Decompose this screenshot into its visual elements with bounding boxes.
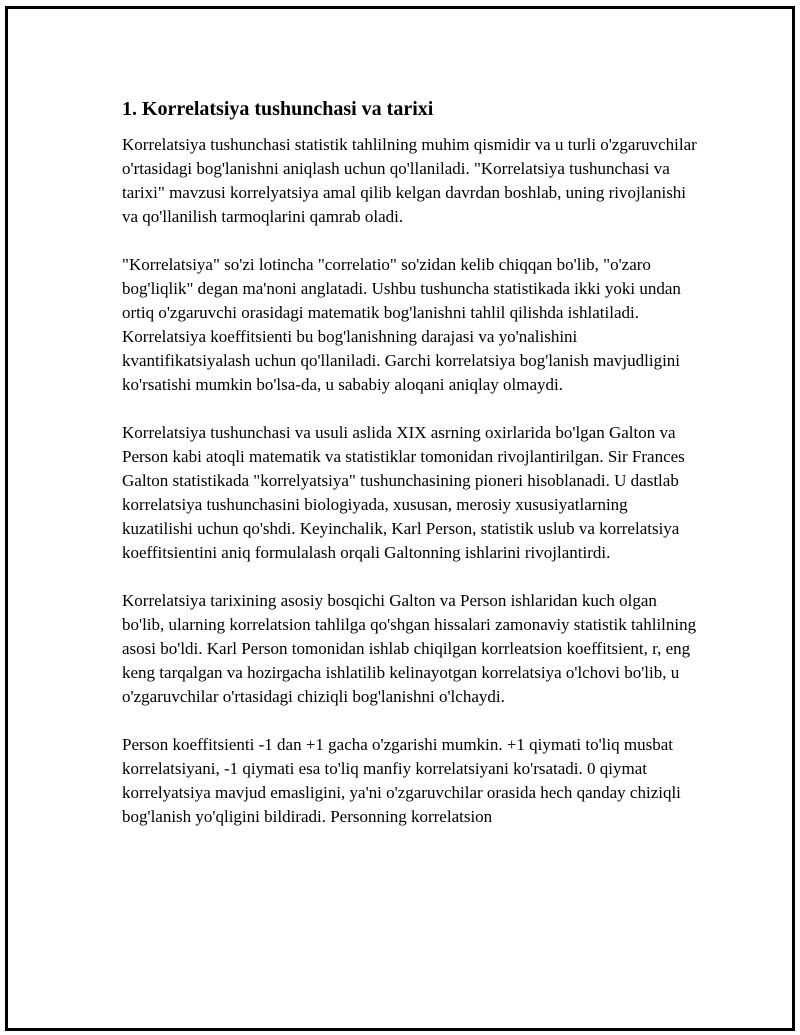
section-heading: 1. Korrelatsiya tushunchasi va tarixi [122, 98, 434, 120]
document-page [5, 6, 795, 1031]
paragraph: Korrelatsiya tushunchasi va usuli aslida XIX asrning oxirlarida bo'lgan Galton va Person kabi atoqli matematik va statistiklar tomonidan rivojlantirilgan. Sir Frances Galton statistikada "korrelyatsiya" tushunchasining pioneri hisoblanadi. U dastlab korrelatsiya tushunchasini biologiyada, xususan, merosiy xususiyatlarning kuzatilishi uchun qo'shdi. Keyinchalik, Karl Person, statistik uslub va korrelatsiya koeffitsientini aniq formulalash orqali Galtonning ishlarini rivojlantirdi. [122, 423, 685, 562]
paragraph: Korrelatsiya tarixining asosiy bosqichi Galton va Person ishlaridan kuch olgan bo'lib, ularning korrelatsion tahlilga qo'shgan hissalari zamonaviy statistik tahlilning asosi bo'ldi. Karl Person tomonidan ishlab chiqilgan korrleatsion koeffitsient, r, eng keng tarqalgan va hozirgacha ishlatilib kelinayotgan korrelatsiya o'lchovi bo'lib, u o'zgaruvchilar o'rtasidagi chiziqli bog'lanishni o'lchaydi. [122, 591, 697, 706]
paragraph: Person koeffitsienti -1 dan +1 gacha o'zgarishi mumkin. +1 qiymati to'liq musbat korrelatsiyani, -1 qiymati esa to'liq manfiy korrelatsiyani ko'rsatadi. 0 qiymat korrelyatsiya mavjud emasligini, ya'ni o'zgaruvchilar orasida hech qanday chiziqli bog'lanish yo'qligini bildiradi. Personning korrelatsion [122, 735, 681, 826]
paragraph: Korrelatsiya tushunchasi statistik tahlilning muhim qismidir va u turli o'zgaruvchilar o'rtasidagi bog'lanishni aniqlash uchun qo'llaniladi. "Korrelatsiya tushunchasi va tarixi" mavzusi korrelyatsiya amal qilib kelgan davrdan boshlab, uning rivojlanishi va qo'llanilish tarmoqlarini qamrab oladi. [122, 135, 697, 226]
paragraph: "Korrelatsiya" so'zi lotincha "correlatio" so'zidan kelib chiqqan bo'lib, "o'zaro bog'liqlik" degan ma'noni anglatadi. Ushbu tushuncha statistikada ikki yoki undan ortiq o'zgaruvchi orasidagi matematik bog'lanishni tahlil qilishda ishlatiladi. Korrelatsiya koeffitsienti bu bog'lanishning darajasi va yo'nalishini kvantifikatsiyalash uchun qo'llaniladi. Garchi korrelatsiya bog'lanish mavjudligini ko'rsatishi mumkin bo'lsa-da, u sababiy aloqani aniqlay olmaydi. [122, 255, 681, 394]
document-body [122, 95, 702, 853]
